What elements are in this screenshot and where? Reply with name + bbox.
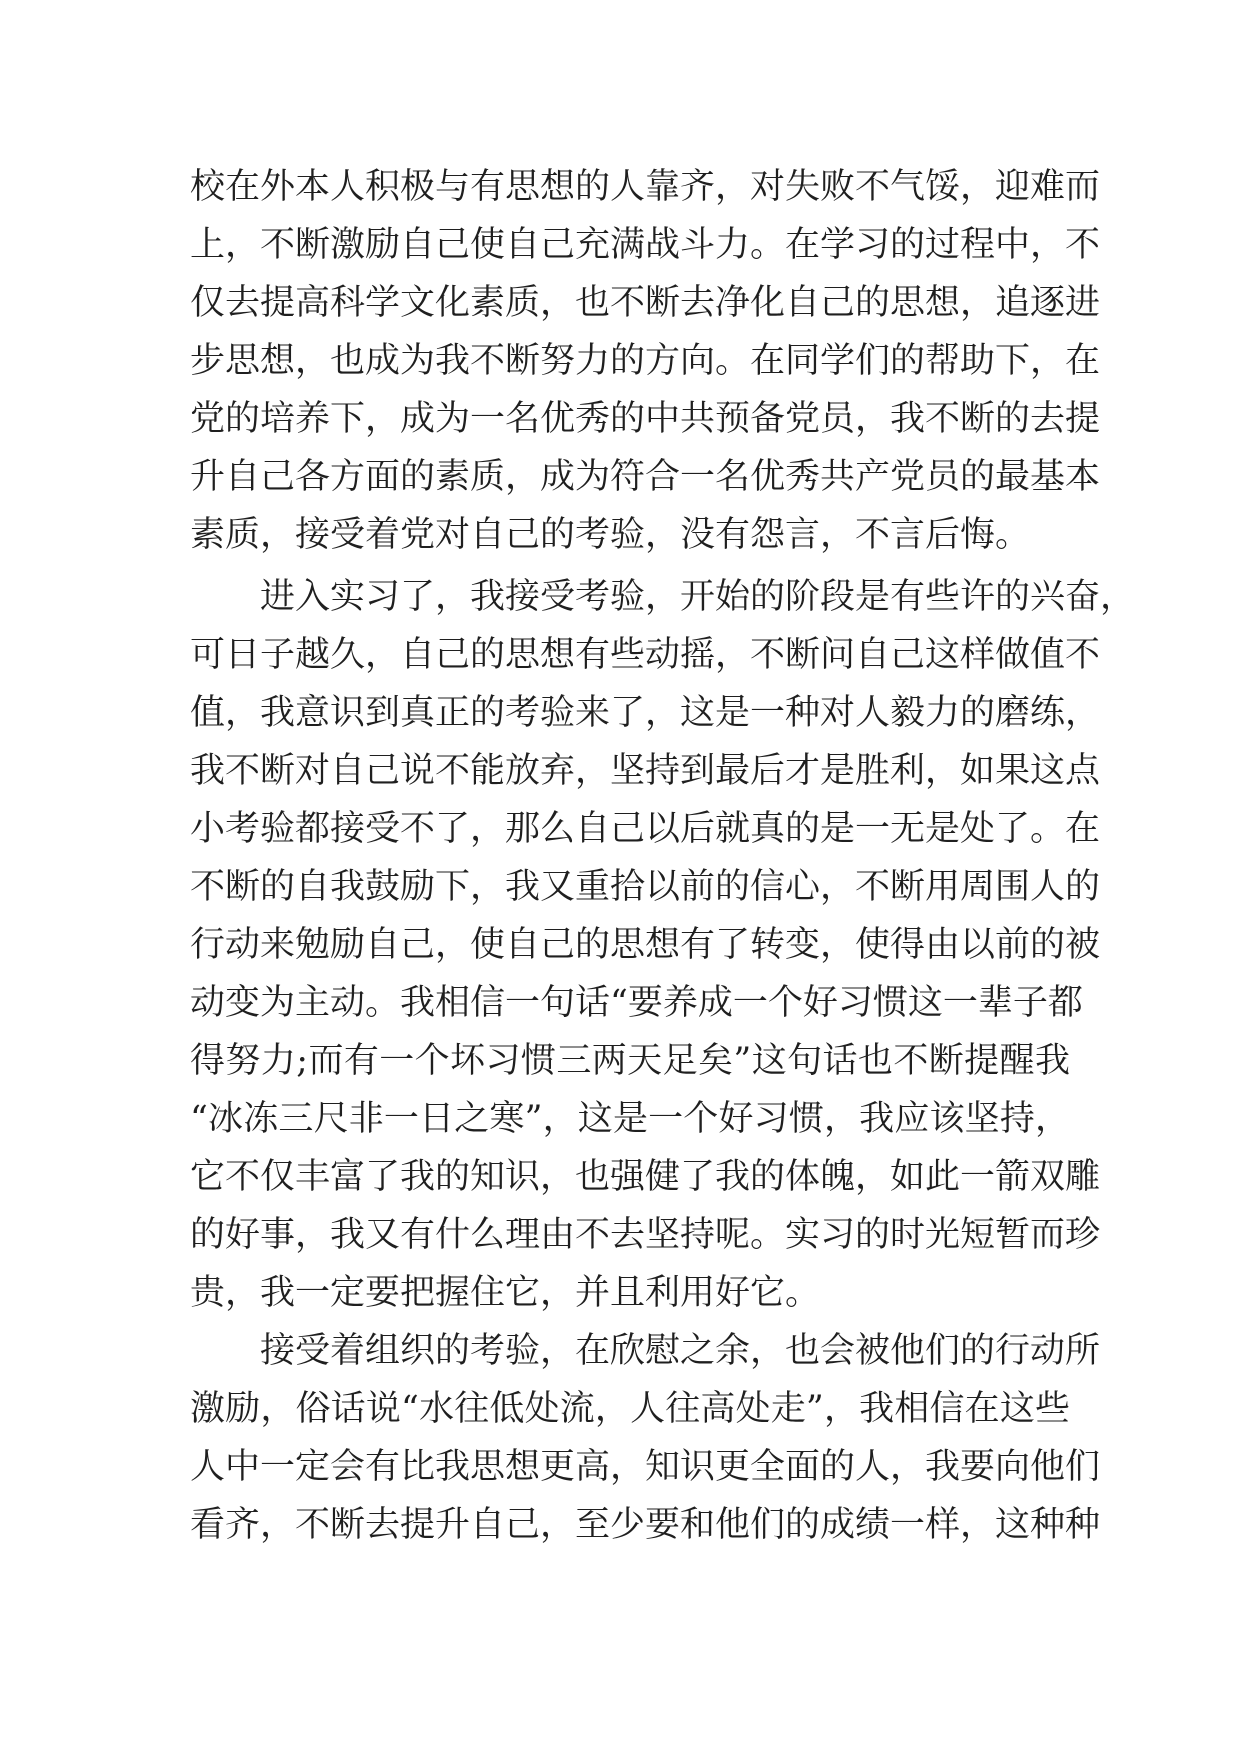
text-line: 人中一定会有比我思想更高，知识更全面的人，我要向他们	[190, 1447, 1101, 1487]
text-line: 步思想，也成为我不断努力的方向。在同学们的帮助下，在	[190, 341, 1101, 381]
text-line: 看齐，不断去提升自己，至少要和他们的成绩一样，这种种	[190, 1505, 1101, 1545]
paragraph-2	[190, 568, 1136, 1322]
paragraph-1	[190, 158, 1101, 564]
text-line: 激励，俗话说“水往低处流，人往高处走”，我相信在这些	[190, 1389, 1070, 1429]
text-line: 行动来勉励自己，使自己的思想有了转变，使得由以前的被	[190, 925, 1101, 965]
text-line: 得努力;而有一个坏习惯三两天足矣”这句话也不断提醒我	[190, 1041, 1070, 1081]
paragraph-3	[190, 1322, 1101, 1554]
text-line: 小考验都接受不了，那么自己以后就真的是一无是处了。在	[190, 809, 1101, 849]
text-line: 贵，我一定要把握住它，并且利用好它。	[190, 1273, 821, 1313]
text-line: 动变为主动。我相信一句话“要养成一个好习惯这一辈子都	[190, 983, 1083, 1023]
text-line: 校在外本人积极与有思想的人靠齐，对失败不气馁，迎难而	[190, 167, 1101, 207]
text-line: “冰冻三尺非一日之寒”，这是一个好习惯，我应该坚持，	[190, 1099, 1070, 1139]
text-line: 可日子越久，自己的思想有些动摇，不断问自己这样做值不	[190, 635, 1101, 675]
text-line: 仅去提高科学文化素质，也不断去净化自己的思想，追逐进	[190, 283, 1101, 323]
text-line: 值，我意识到真正的考验来了，这是一种对人毅力的磨练，	[190, 693, 1101, 733]
text-line: 升自己各方面的素质，成为符合一名优秀共产党员的最基本	[190, 457, 1101, 497]
text-line: 它不仅丰富了我的知识，也强健了我的体魄，如此一箭双雕	[190, 1157, 1101, 1197]
text-line: 上，不断激励自己使自己充满战斗力。在学习的过程中，不	[190, 225, 1101, 265]
text-line: 党的培养下，成为一名优秀的中共预备党员，我不断的去提	[190, 399, 1101, 439]
text-line: 不断的自我鼓励下，我又重拾以前的信心，不断用周围人的	[190, 867, 1101, 907]
text-line: 的好事，我又有什么理由不去坚持呢。实习的时光短暂而珍	[190, 1215, 1101, 1255]
text-line: 进入实习了，我接受考验，开始的阶段是有些许的兴奋，	[260, 577, 1136, 617]
text-line: 我不断对自己说不能放弃，坚持到最后才是胜利，如果这点	[190, 751, 1101, 791]
text-line: 素质，接受着党对自己的考验，没有怨言，不言后悔。	[190, 515, 1031, 555]
text-line: 接受着组织的考验，在欣慰之余，也会被他们的行动所	[260, 1331, 1101, 1371]
